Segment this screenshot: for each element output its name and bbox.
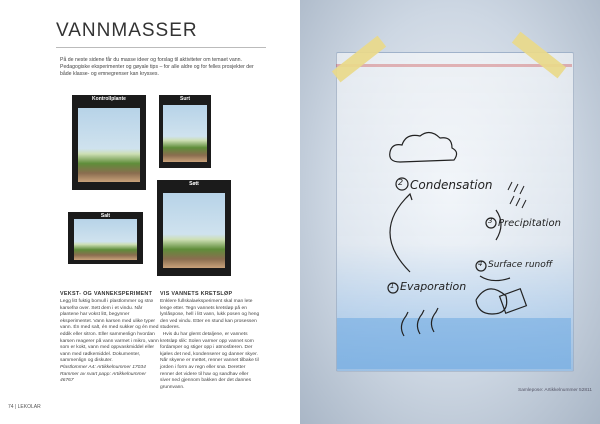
ground-mound — [476, 289, 507, 314]
label-condensation: Condensation — [410, 178, 493, 192]
step-number-4: 4 — [478, 260, 483, 268]
frame-label: Surt — [180, 96, 190, 102]
page-title: VANNMASSER — [56, 20, 198, 41]
right-page-photo — [300, 0, 600, 424]
step-number-3: 3 — [488, 217, 493, 225]
photo-caption: Samlepose: Artikkelnummer 52811 — [518, 388, 593, 393]
cycle-text-2: Hvis du har glemt detaljene, er vannets kretsløp slik: Solen varmer opp vannet som fordamper og stiger opp i atmosfæren. Der kjøles det ned, kondenserer og danner skyer. Når skyene er mettet, renner vannet tilbake til jorden i form av regn eller snø. Deretter renner det videre til hav og sandhav eller siver ned gjennom bakken der det dannes grunnvann. — [160, 331, 259, 390]
cycle-arrow-left — [390, 194, 410, 272]
label-precipitation: Precipitation — [498, 218, 561, 229]
cress-photo — [74, 219, 137, 260]
cycle-text-1: Enklere fullskalaeksperiment skal man lete lenge etter. Tegn vannets kretsløp på en lynlåspose, hell i litt vann, lukk posen og heng den ved vindu. Etter en stund kan prosessen studeres. — [160, 299, 260, 331]
water-cycle-drawing — [300, 0, 600, 424]
photo-frame-sott — [157, 180, 231, 276]
cress-photo — [78, 108, 140, 182]
rain-marks — [508, 182, 526, 208]
step-number-1: 1 — [390, 282, 395, 290]
label-evaporation: Evaporation — [400, 280, 467, 293]
cress-photo — [163, 193, 225, 268]
cycle-heading: VIS VANNETS KRETSLØP — [160, 291, 233, 297]
photo-frame-surt — [159, 95, 211, 168]
cycle-body — [160, 299, 260, 391]
cloud-icon — [390, 132, 457, 162]
frame-label: Søtt — [189, 181, 199, 187]
page-footer: 74 | LEKOLAR — [8, 404, 41, 410]
experiment-text: Legg litt fuktig bomull i plastlommer og strø karsefrø over. Sett dem i et vindu. Når plantene har vokst litt, begynner eksperimentet. Vann karsen med ulike typer vann. Én med salt, én med sukker og én med eddik eller sitron. Eller sammenlign hvordan karsen reagerer på vann varmet i mikro, vann som er kokt, vann med oppvaskmiddel eller vann med rødkemiddel. Dokumenter, sammenlign og diskuter. — [60, 299, 159, 364]
title-divider — [56, 47, 266, 48]
runoff-arrow — [480, 276, 510, 281]
photo-frame-kontrollplante — [72, 95, 146, 190]
experiment-ref-1: Plastlommer A4: Artikkelnummer 17034 — [60, 364, 146, 370]
experiment-ref-2: Rammer av svart papp: Artikkelnummer 46767 — [60, 371, 146, 384]
label-surface-runoff: Surface runoff — [488, 260, 553, 270]
intro-text: På de neste sidene får du masse ideer og forslag til aktiviteter om temaet vann. Pedagogiske eksperimenter og gøyale tips – for alle aldre og for felles prosjekter der både klasse- og emnegrenser kan krysses. — [60, 57, 254, 78]
evaporation-arrow-1 — [401, 312, 408, 336]
photo-frame-salt — [68, 212, 143, 264]
evaporation-arrow-2 — [417, 310, 424, 334]
experiment-heading: VEKST- OG VANNEKSPERIMENT — [60, 291, 153, 297]
grid-box — [500, 289, 527, 313]
evaporation-arrow-3 — [431, 308, 438, 332]
cress-photo — [163, 105, 207, 162]
frame-label: Salt — [100, 213, 111, 219]
step-number-2: 2 — [398, 178, 404, 187]
experiment-body — [60, 299, 160, 385]
frame-label: Kontrollplante — [92, 96, 126, 102]
